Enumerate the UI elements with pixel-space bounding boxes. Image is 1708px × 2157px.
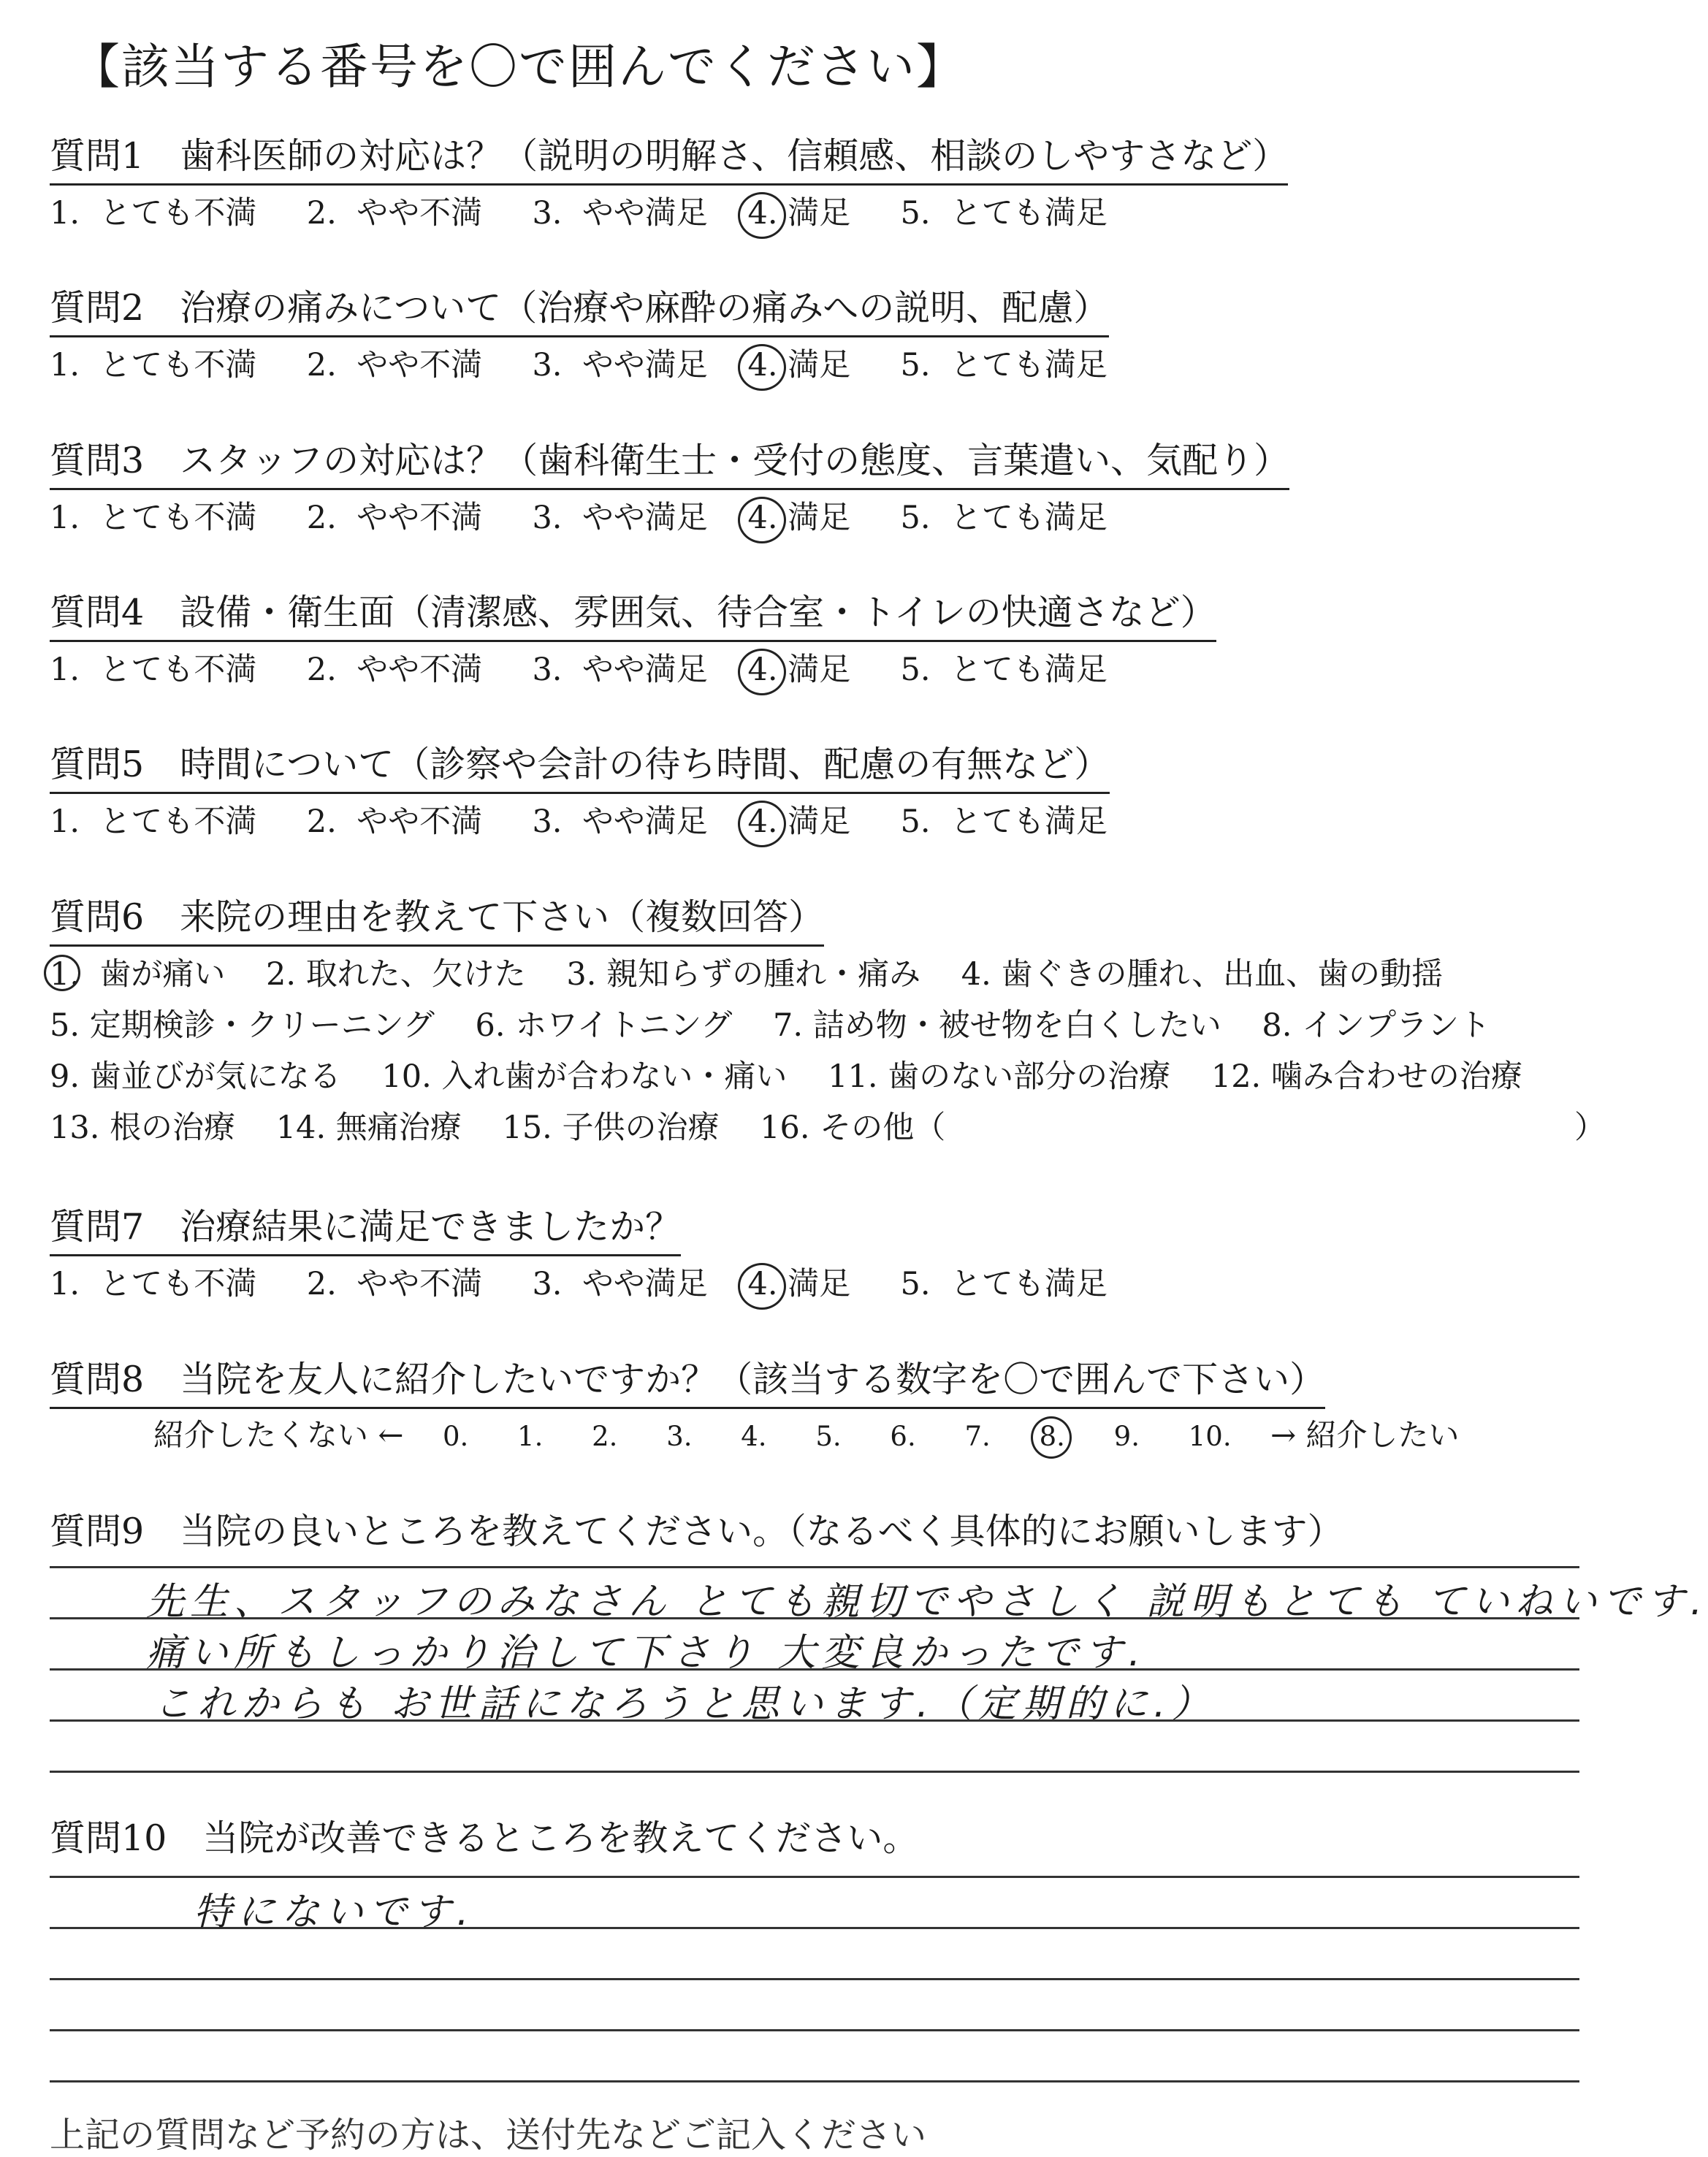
q3-opt1-label: とても不満 [99, 500, 257, 536]
q7-opt1-num[interactable]: 1. [50, 1266, 80, 1302]
q6-other-input[interactable] [1001, 1103, 1556, 1139]
q6-opt12-label: 噛み合わせの治療 [1270, 1058, 1522, 1095]
q8-right-label: → 紹介したい [1270, 1417, 1460, 1453]
q5-opt4-label: 満足 [788, 803, 851, 840]
q9-answer-line [50, 1771, 1579, 1773]
q6-opt7-label: 詰め物・被せ物を白くしたい [812, 1007, 1221, 1044]
q10-title: 質問10 当院が改善できるところを教えてください。 [50, 1817, 919, 1859]
selection-circle [738, 801, 786, 847]
q6-opt13-label: 根の治療 [110, 1110, 236, 1146]
q5-opt5-label: とても満足 [950, 803, 1107, 840]
q6-opt2-label: 取れた、欠けた [305, 956, 526, 993]
q5-opt1-label: とても不満 [99, 803, 257, 840]
q5-opt2-num[interactable]: 2. [306, 803, 337, 840]
q6-opt6-num[interactable]: 6. [475, 1007, 506, 1044]
q1-opt2-num[interactable]: 2. [306, 195, 337, 232]
q1-opt3-num[interactable]: 3. [532, 195, 563, 232]
q2-opt2-label: やや不満 [357, 347, 483, 383]
q2-opt3-num[interactable]: 3. [532, 347, 563, 383]
q10-answer-line [50, 2029, 1579, 2031]
q8-num-0[interactable]: 0. [442, 1421, 469, 1452]
q5-opt2-label: やや不満 [357, 803, 483, 840]
q3-opt3-label: やや満足 [582, 500, 708, 536]
q8-title: 質問8 当院を友人に紹介したいですか？（該当する数字を〇で囲んで下さい） [50, 1351, 1325, 1409]
q8-num-10[interactable]: 10. [1188, 1421, 1232, 1452]
q8-num-5[interactable]: 5. [815, 1421, 842, 1452]
selection-circle [738, 344, 786, 391]
q1-opt3-label: やや満足 [582, 195, 708, 232]
q2-opt5-num[interactable]: 5. [900, 347, 931, 383]
q6-row-3 [50, 1052, 1522, 1096]
selection-circle [738, 1263, 786, 1310]
q8-num-1[interactable]: 1. [517, 1421, 544, 1452]
q4-opt5-label: とても満足 [950, 652, 1107, 688]
q4-opt2-label: やや不満 [357, 652, 483, 688]
q3-opt1-num[interactable]: 1. [50, 500, 80, 536]
q3-opt5-num[interactable]: 5. [900, 500, 931, 536]
q5-opt1-num[interactable]: 1. [50, 803, 80, 840]
q6-title: 質問6 来院の理由を教えて下さい（複数回答） [50, 889, 824, 947]
q8-num-3[interactable]: 3. [666, 1421, 693, 1452]
selection-circle [1031, 1416, 1072, 1459]
q3-opt3-num[interactable]: 3. [532, 500, 563, 536]
q4-opt1-label: とても不満 [99, 652, 257, 688]
q7-opt2-label: やや不満 [357, 1266, 483, 1302]
q10-answer-line [50, 1978, 1579, 1980]
q6-opt9-label: 歯並びが気になる [89, 1058, 341, 1095]
q7-opt4-label: 満足 [788, 1266, 851, 1302]
q7-opt3-label: やや満足 [582, 1266, 708, 1302]
q8-left-label: 紹介したくない ← [153, 1417, 404, 1453]
q1-title: 質問1 歯科医師の対応は？（説明の明解さ、信頼感、相談のしやすさなど） [50, 128, 1288, 186]
q3-opt2-label: やや不満 [357, 500, 483, 536]
q6-opt12-num[interactable]: 12. [1211, 1058, 1262, 1095]
q3-options [50, 493, 1107, 538]
q6-opt16-num[interactable]: 16. [760, 1110, 810, 1146]
q2-opt2-num[interactable]: 2. [306, 347, 337, 383]
q6-opt2-num[interactable]: 2. [266, 956, 297, 993]
q6-opt3-num[interactable]: 3. [566, 956, 597, 993]
q6-opt1-label: 歯が痛い [99, 956, 226, 993]
q4-opt3-label: やや満足 [582, 652, 708, 688]
q6-row-2 [50, 1001, 1490, 1045]
q6-row-1 [50, 950, 1443, 994]
q6-opt11-num[interactable]: 11. [828, 1058, 878, 1095]
q6-opt15-label: 子供の治療 [562, 1110, 720, 1146]
q6-other-close-paren: ） [1574, 1110, 1606, 1146]
q6-opt1-num[interactable]: 1. [50, 956, 80, 993]
q2-opt1-label: とても不満 [99, 347, 257, 383]
q4-opt4-label: 満足 [788, 652, 851, 688]
q4-opt1-num[interactable]: 1. [50, 652, 80, 688]
q7-opt4-num[interactable]: 4. [748, 1266, 778, 1302]
footer-partial-text [50, 2107, 927, 2156]
q3-opt2-num[interactable]: 2. [306, 500, 337, 536]
q10-answer-line [50, 1876, 1579, 1878]
q2-opt5-label: とても満足 [950, 347, 1107, 383]
footer-partial-label: 上記の質問など予約の方は、送付先などご記入ください [50, 2115, 927, 2156]
q9-title: 質問9 当院の良いところを教えてください。（なるべく具体的にお願いします） [50, 1511, 1343, 1552]
q6-opt8-num[interactable]: 8. [1262, 1007, 1292, 1044]
q6-opt16-label: その他（ [820, 1110, 946, 1146]
q1-opt1-num[interactable]: 1. [50, 195, 80, 232]
q6-opt14-num[interactable]: 14. [275, 1110, 327, 1146]
selection-circle [738, 497, 786, 543]
selection-circle [44, 955, 80, 991]
q10-answer-line-1[interactable]: 特にないです. [194, 1890, 475, 1934]
q3-opt4-num[interactable]: 4. [748, 500, 778, 536]
q4-options [50, 645, 1107, 690]
q8-num-7[interactable]: 7. [964, 1421, 991, 1452]
q3-opt5-label: とても満足 [950, 500, 1107, 536]
q4-opt5-num[interactable]: 5. [900, 652, 931, 688]
q2-opt4-num[interactable]: 4. [748, 347, 778, 383]
q1-opt2-label: やや不満 [357, 195, 483, 232]
q1-options [50, 188, 1107, 233]
q7-options [50, 1259, 1107, 1304]
q5-opt5-num[interactable]: 5. [900, 803, 931, 840]
q7-opt5-num[interactable]: 5. [900, 1266, 931, 1302]
q1-opt4-label: 満足 [788, 195, 851, 232]
q8-num-4[interactable]: 4. [741, 1421, 767, 1452]
q6-row-4 [50, 1103, 945, 1148]
q4-opt2-num[interactable]: 2. [306, 652, 337, 688]
q2-opt3-label: やや満足 [582, 347, 708, 383]
q2-opt1-num[interactable]: 1. [50, 347, 80, 383]
q7-opt1-label: とても不満 [99, 1266, 257, 1302]
q2-options [50, 340, 1107, 385]
q9-answer-line-3[interactable]: これからも お世話になろうと思います.（定期的に.） [153, 1682, 1216, 1726]
q6-opt5-label: 定期検診・クリーニング [89, 1007, 435, 1044]
q8-num-9[interactable]: 9. [1113, 1421, 1140, 1452]
q1-opt4-num[interactable]: 4. [748, 195, 778, 232]
q9-answer-line-1[interactable]: 先生、スタッフのみなさん とても親切でやさしく 説明もとても ていねいです. [146, 1580, 1708, 1624]
q6-opt11-label: 歯のない部分の治療 [888, 1058, 1171, 1095]
page-header: 【該当する番号を〇で囲んでください】 [72, 39, 966, 95]
q6-opt15-num[interactable]: 15. [502, 1110, 552, 1146]
q6-opt5-num[interactable]: 5. [50, 1007, 80, 1044]
q5-opt3-num[interactable]: 3. [532, 803, 563, 840]
q8-scale [153, 1411, 1460, 1455]
q7-opt2-num[interactable]: 2. [306, 1266, 337, 1302]
q4-opt3-num[interactable]: 3. [532, 652, 563, 688]
q8-num-2[interactable]: 2. [592, 1421, 618, 1452]
q8-num-8[interactable]: 8. [1040, 1421, 1065, 1452]
q2-opt4-label: 満足 [788, 347, 851, 383]
q6-opt10-label: 入れ歯が合わない・痛い [441, 1058, 788, 1095]
selection-circle [738, 192, 786, 239]
q6-opt13-num[interactable]: 13. [50, 1110, 100, 1146]
q1-opt1-label: とても不満 [99, 195, 257, 232]
q6-opt9-num[interactable]: 9. [50, 1058, 80, 1095]
q9-answer-line-2[interactable]: 痛い所もしっかり治して下さり 大変良かったです. [146, 1631, 1147, 1675]
q6-opt7-num[interactable]: 7. [773, 1007, 804, 1044]
q4-opt4-num[interactable]: 4. [748, 652, 778, 688]
q6-opt3-label: 親知らずの腫れ・痛み [606, 956, 921, 993]
q4-title: 質問4 設備・衛生面（清潔感、雰囲気、待合室・トイレの快適さなど） [50, 584, 1216, 642]
q6-opt4-label: 歯ぐきの腫れ、出血、歯の動揺 [1001, 956, 1444, 993]
q3-opt4-label: 満足 [788, 500, 851, 536]
q8-num-6[interactable]: 6. [890, 1421, 916, 1452]
q7-title: 質問7 治療結果に満足できましたか？ [50, 1199, 681, 1256]
q5-opt3-label: やや満足 [582, 803, 708, 840]
q3-title: 質問3 スタッフの対応は？（歯科衛生士・受付の態度、言葉遣い、気配り） [50, 432, 1289, 490]
q6-opt4-num[interactable]: 4. [961, 956, 991, 993]
selection-circle [738, 649, 786, 695]
q6-opt14-label: 無痛治療 [335, 1110, 462, 1146]
q7-opt5-label: とても満足 [950, 1266, 1107, 1302]
q5-title: 質問5 時間について（診察や会計の待ち時間、配慮の有無など） [50, 736, 1110, 794]
q5-opt4-num[interactable]: 4. [748, 803, 778, 840]
q6-opt8-label: インプラント [1302, 1007, 1491, 1044]
q1-opt5-num[interactable]: 5. [900, 195, 931, 232]
q5-options [50, 797, 1107, 841]
q6-opt10-num[interactable]: 10. [381, 1058, 432, 1095]
q10-answer-line [50, 2080, 1579, 2082]
q9-answer-line [50, 1566, 1579, 1568]
q1-opt5-label: とても満足 [950, 195, 1107, 232]
q2-title: 質問2 治療の痛みについて（治療や麻酔の痛みへの説明、配慮） [50, 280, 1109, 337]
q6-opt6-label: ホワイトニング [515, 1007, 733, 1044]
q7-opt3-num[interactable]: 3. [532, 1266, 563, 1302]
